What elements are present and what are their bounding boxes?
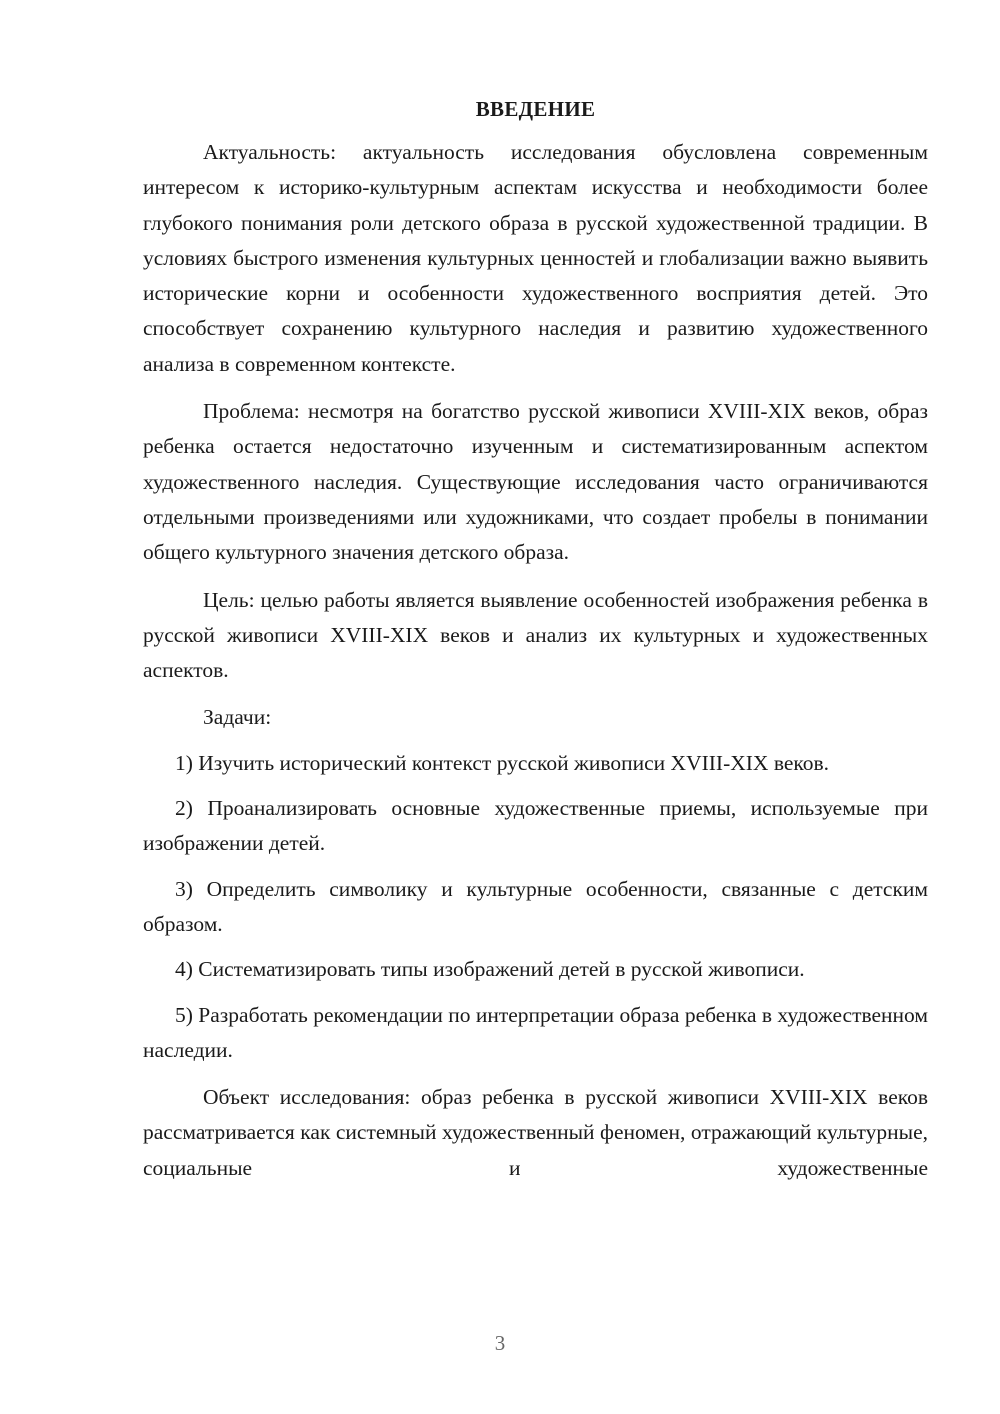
task-item-4: 4) Систематизировать типы изображений детей в русской живописи.: [175, 957, 805, 982]
page-number: 3: [494, 1331, 506, 1355]
problem-paragraph: Проблема: несмотря на богатство русской живописи XVIII-XIX веков, образ ребенка остается недостаточно изученным и систематизированным аспектом художественного наследия. Существующие исследования часто ограничиваются отдельными произведениями или художниками, что создает пробелы в понимании общего культурного значения детского образа.: [143, 399, 928, 565]
tasks-label: Задачи:: [203, 705, 272, 730]
relevance-paragraph: Актуальность: актуальность исследования обусловлена современным интересом к историко-культурным аспектам искусства и необходимости более глубокого понимания роли детского образа в русской художественной традиции. В условиях быстрого изменения культурных ценностей и глобализации важно выявить исторические корни и особенности художественного восприятия детей. Это способствует сохранению культурного наследия и развитию художественного анализа в современном контексте.: [143, 140, 928, 376]
section-heading: ВВЕДЕНИЕ: [475, 97, 596, 121]
task-item-1: 1) Изучить исторический контекст русской живописи XVIII-XIX веков.: [175, 750, 830, 775]
goal-paragraph: Цель: целью работы является выявление особенностей изображения ребенка в русской живописи XVIII-XIX веков и анализ их культурных и художественных аспектов.: [143, 587, 928, 683]
document-page: [143, 92, 928, 1186]
task-item-5: 5) Разработать рекомендации по интерпретации образа ребенка в художественном наследии.: [143, 1002, 928, 1062]
object-paragraph: Объект исследования: образ ребенка в русской живописи XVIII-XIX веков рассматривается как системный художественный феномен, отражающий культурные, социальные и художественные: [143, 1085, 928, 1180]
task-item-2: 2) Проанализировать основные художественные приемы, используемые при изображении детей.: [143, 796, 928, 856]
task-item-3: 3) Определить символику и культурные особенности, связанные с детским образом.: [143, 876, 928, 936]
